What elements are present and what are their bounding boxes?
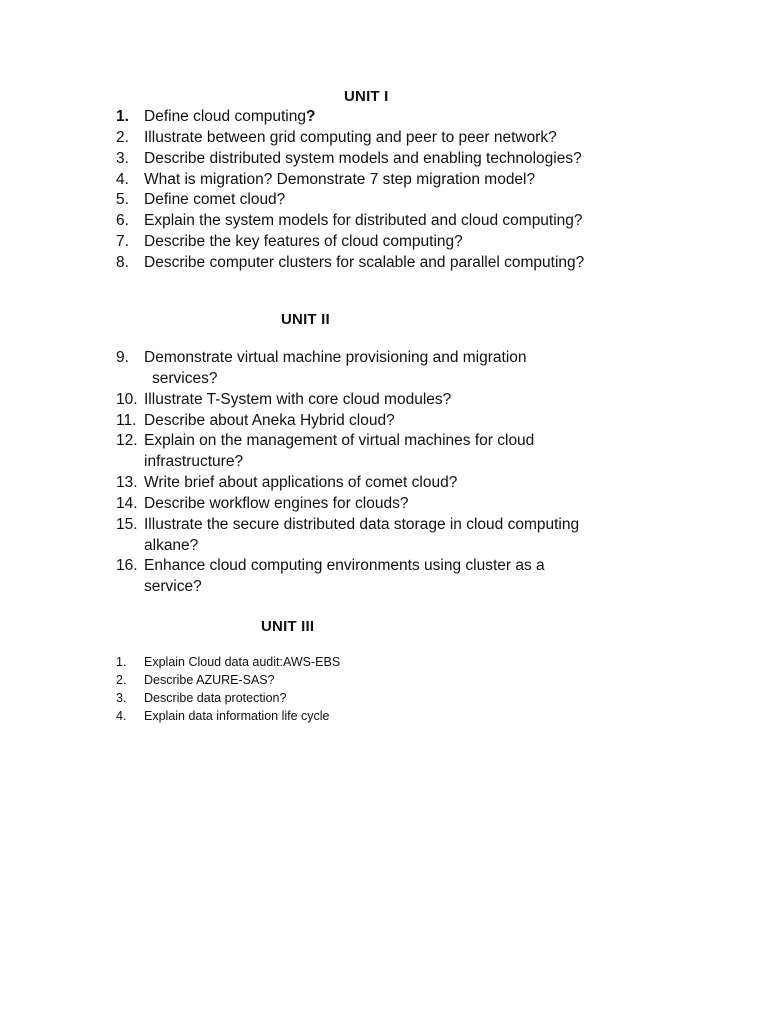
item-number: 1. bbox=[116, 655, 127, 669]
item-text-main: Define cloud computing bbox=[144, 108, 306, 125]
item-number: 4. bbox=[116, 709, 127, 723]
item-text: Explain the system models for distributed and cloud computing? bbox=[144, 212, 583, 229]
item-number: 16. bbox=[116, 557, 138, 574]
item-number: 2. bbox=[116, 129, 129, 146]
item-text: Demonstrate virtual machine provisioning and migration bbox=[144, 349, 527, 366]
item-number: 11. bbox=[116, 412, 137, 429]
item-number: 6. bbox=[116, 212, 129, 229]
item-text: Describe about Aneka Hybrid cloud? bbox=[144, 412, 395, 429]
unit-2-heading: UNIT II bbox=[281, 311, 330, 328]
item-text: Define comet cloud? bbox=[144, 191, 286, 208]
item-number: 14. bbox=[116, 495, 138, 512]
item-text: What is migration? Demonstrate 7 step migration model? bbox=[144, 171, 536, 188]
item-text: Illustrate between grid computing and peer to peer network? bbox=[144, 129, 557, 146]
item-text: Describe the key features of cloud computing? bbox=[144, 233, 463, 250]
unit-3-heading: UNIT III bbox=[261, 618, 315, 635]
item-number: 3. bbox=[116, 691, 127, 705]
item-text-continued: services? bbox=[152, 370, 218, 387]
item-number: 1. bbox=[116, 108, 129, 125]
item-text: Illustrate T-System with core cloud modules? bbox=[144, 391, 452, 408]
item-number: 12. bbox=[116, 432, 138, 449]
item-number: 8. bbox=[116, 254, 129, 271]
item-text: Illustrate the secure distributed data storage in cloud computing bbox=[144, 516, 580, 533]
item-text bbox=[144, 108, 315, 126]
item-text: Explain Cloud data audit:AWS-EBS bbox=[144, 655, 341, 669]
item-number: 7. bbox=[116, 233, 129, 250]
item-text: Describe AZURE-SAS? bbox=[144, 673, 275, 687]
item-text: Explain data information life cycle bbox=[144, 709, 330, 723]
item-text-suffix: ? bbox=[306, 108, 316, 125]
item-number: 9. bbox=[116, 349, 129, 366]
item-number: 15. bbox=[116, 516, 138, 533]
item-text-continued: infrastructure? bbox=[144, 453, 244, 470]
item-number: 4. bbox=[116, 171, 129, 188]
item-text: Describe data protection? bbox=[144, 691, 287, 705]
item-text: Write brief about applications of comet cloud? bbox=[144, 474, 458, 491]
item-text-continued: service? bbox=[144, 578, 202, 595]
item-text: Describe computer clusters for scalable and parallel computing? bbox=[144, 254, 585, 271]
item-number: 10. bbox=[116, 391, 138, 408]
unit-1-heading: UNIT I bbox=[344, 88, 389, 105]
item-number: 5. bbox=[116, 191, 129, 208]
item-number: 2. bbox=[116, 673, 127, 687]
item-text-continued: alkane? bbox=[144, 537, 199, 554]
item-number: 3. bbox=[116, 150, 129, 167]
item-text: Describe distributed system models and enabling technologies? bbox=[144, 150, 582, 167]
item-number: 13. bbox=[116, 474, 138, 491]
item-text: Describe workflow engines for clouds? bbox=[144, 495, 409, 512]
item-text: Explain on the management of virtual machines for cloud bbox=[144, 432, 535, 449]
item-text: Enhance cloud computing environments using cluster as a bbox=[144, 557, 545, 574]
